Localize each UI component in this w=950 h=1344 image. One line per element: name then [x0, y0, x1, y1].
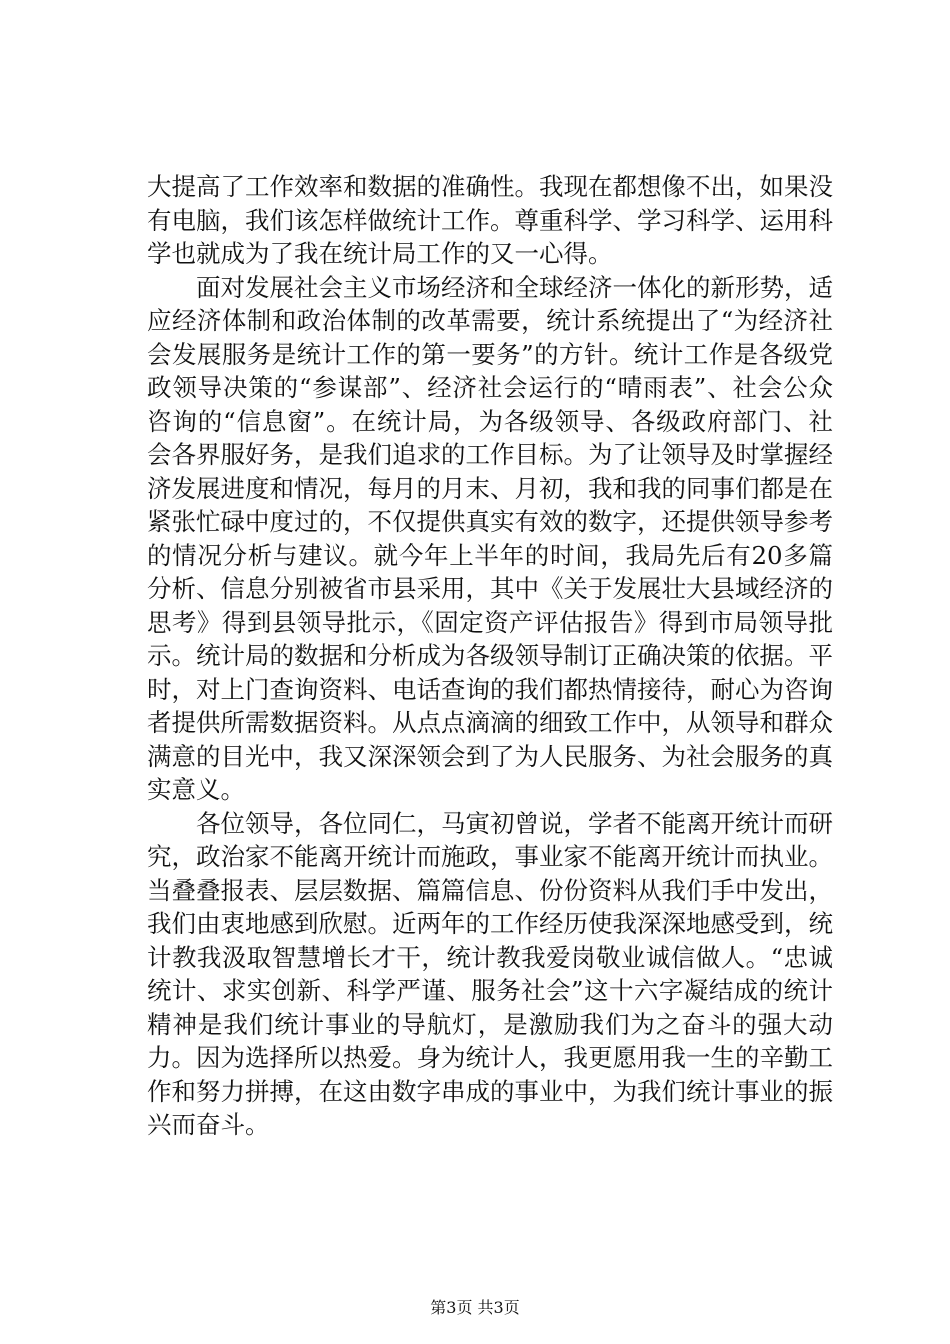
paragraph-1: 大提高了工作效率和数据的准确性。我现在都想像不出，如果没有电脑，我们该怎样做统计工作。尊重科学、学习科学、运用科学也就成为了我在统计局工作的又一心得。 [147, 172, 833, 268]
page-number-footer: 第3页 共3页 [430, 1298, 520, 1317]
document-body [147, 170, 833, 1142]
paragraph-2: 面对发展社会主义市场经济和全球经济一体化的新形势，适应经济体制和政治体制的改革需要，统计系统提出了“为经济社会发展服务是统计工作的第一要务”的方针。统计工作是各级党政领导决策的“参谋部”、经济社会运行的“晴雨表”、社会公众咨询的“信息窗”。在统计局，为各级领导、各级政府部门、社会各界服好务，是我们追求的工作目标。为了让领导及时掌握经济发展进度和情况，每月的月末、月初，我和我的同事们都是在紧张忙碌中度过的，不仅提供真实有效的数字，还提供领导参考的情况分析与建议。就今年上半年的时间，我局先后有20多篇分析、信息分别被省市县采用，其中《关于发展壮大县域经济的思考》得到县领导批示，《固定资产评估报告》得到市局领导批示。统计局的数据和分析成为各级领导制订正确决策的依据。平时，对上门查询资料、电话查询的我们都热情接待，耐心为咨询者提供所需数据资料。从点点滴滴的细致工作中，从领导和群众满意的目光中，我又深深领会到了为人民服务、为社会服务的真实意义。 [147, 272, 833, 804]
paragraph-3: 各位领导，各位同仁，马寅初曾说，学者不能离开统计而研究，政治家不能离开统计而施政，事业家不能离开统计而执业。当叠叠报表、层层数据、篇篇信息、份份资料从我们手中发出，我们由衷地感到欣慰。近两年的工作经历使我深深地感受到，统计教我汲取智慧增长才干，统计教我爱岗敬业诚信做人。“忠诚统计、求实创新、科学严谨、服务社会”这十六字凝结成的统计精神是我们统计事业的导航灯，是激励我们为之奋斗的强大动力。因为选择所以热爱。身为统计人，我更愿用我一生的辛勤工作和努力拼搏，在这由数字串成的事业中，为我们统计事业的振兴而奋斗。 [147, 808, 833, 1139]
